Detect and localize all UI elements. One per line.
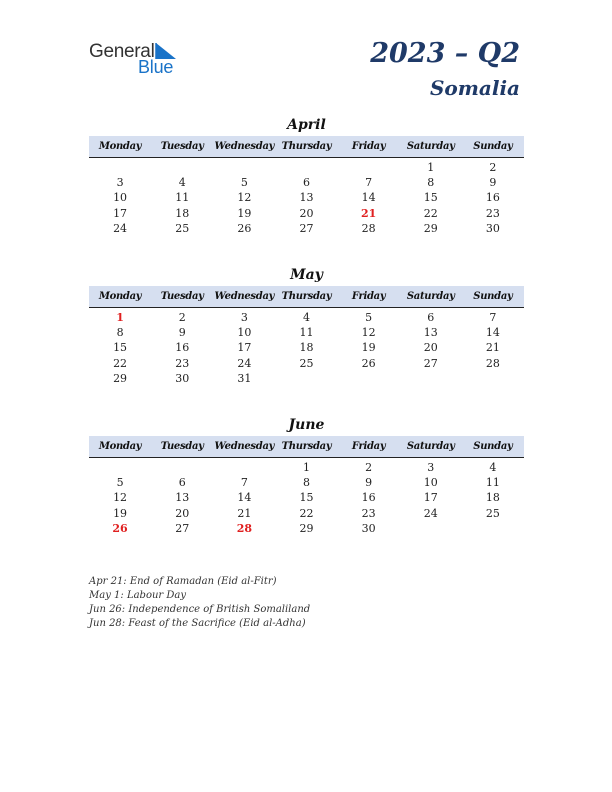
day-cell: 28 [361, 221, 376, 235]
week-row [89, 521, 524, 536]
day-cell: 17 [237, 341, 252, 355]
day-cell: 22 [113, 356, 128, 370]
day-cell: 18 [175, 206, 190, 220]
weekday-label: Friday [351, 441, 386, 452]
week-row [89, 371, 524, 386]
weekday-label: Wednesday [214, 441, 275, 452]
day-cell: 19 [113, 506, 128, 520]
day-cell: 29 [299, 521, 314, 535]
day-cell: 5 [240, 176, 248, 190]
day-cell: 11 [175, 191, 190, 205]
day-cell: 29 [113, 371, 128, 385]
month-name: June [288, 417, 325, 433]
week-row [89, 490, 524, 505]
day-cell: 30 [361, 521, 376, 535]
day-cell: 31 [237, 371, 252, 385]
holiday-day-cell: 21 [360, 206, 377, 220]
week-row [89, 506, 524, 521]
week-row [89, 175, 524, 190]
day-cell: 24 [237, 356, 252, 370]
day-cell: 10 [237, 326, 252, 340]
day-cell: 27 [423, 356, 438, 370]
day-cell: 23 [485, 206, 500, 220]
day-cell: 8 [302, 476, 310, 490]
day-cell: 24 [423, 506, 438, 520]
day-cell: 7 [240, 476, 248, 490]
day-cell: 15 [113, 341, 128, 355]
holiday-note: Apr 21: End of Ramadan (Eid al-Fitr) [89, 576, 277, 587]
day-cell: 20 [423, 341, 438, 355]
day-cell: 6 [302, 176, 310, 190]
day-cell: 2 [365, 461, 373, 475]
day-cell: 14 [361, 191, 376, 205]
week-row [89, 310, 524, 325]
logo-general-text: General [89, 41, 155, 62]
day-cell: 20 [175, 506, 190, 520]
day-cell: 26 [361, 356, 376, 370]
week-row [89, 475, 524, 490]
day-cell: 13 [423, 326, 438, 340]
day-cell: 10 [423, 476, 438, 490]
day-cell: 18 [299, 341, 314, 355]
weekday-label: Friday [351, 141, 386, 152]
day-cell: 1 [427, 161, 435, 175]
day-cell: 3 [240, 311, 248, 325]
day-cell: 9 [489, 176, 497, 190]
day-cell: 29 [423, 221, 438, 235]
day-cell: 12 [361, 326, 376, 340]
day-cell: 13 [175, 491, 190, 505]
day-cell: 16 [361, 491, 376, 505]
calendar-grid [89, 158, 524, 236]
week-row [89, 160, 524, 175]
day-cell: 10 [113, 191, 128, 205]
day-cell: 1 [302, 461, 310, 475]
day-cell: 25 [175, 221, 190, 235]
day-cell: 13 [299, 191, 314, 205]
month-name: April [287, 117, 326, 133]
day-cell: 22 [423, 206, 438, 220]
month-may [89, 266, 524, 386]
day-cell: 12 [113, 491, 128, 505]
day-cell: 20 [299, 206, 314, 220]
weekday-label: Saturday [406, 441, 455, 452]
day-cell: 7 [489, 311, 497, 325]
day-cell: 15 [423, 191, 438, 205]
day-cell: 5 [365, 311, 373, 325]
weekday-label: Wednesday [214, 291, 275, 302]
weekday-label: Sunday [473, 291, 513, 302]
holiday-note: Jun 26: Independence of British Somaliland [89, 604, 311, 615]
weekday-header [89, 436, 524, 458]
holiday-day-cell: 28 [236, 521, 252, 535]
weekday-label: Monday [98, 441, 142, 452]
day-cell: 21 [237, 506, 252, 520]
day-cell: 17 [423, 491, 438, 505]
day-cell: 15 [299, 491, 314, 505]
weekday-header [89, 286, 524, 308]
day-cell: 25 [485, 506, 500, 520]
day-cell: 5 [116, 476, 124, 490]
day-cell: 4 [302, 311, 310, 325]
weekday-label: Saturday [406, 291, 455, 302]
day-cell: 27 [299, 221, 314, 235]
day-cell: 25 [299, 356, 314, 370]
day-cell: 24 [113, 221, 128, 235]
page-title: 2023 – Q2 [370, 38, 520, 69]
logo [89, 40, 199, 80]
day-cell: 30 [175, 371, 190, 385]
day-cell: 11 [485, 476, 500, 490]
month-april [89, 116, 524, 236]
day-cell: 6 [427, 311, 435, 325]
day-cell: 7 [365, 176, 373, 190]
day-cell: 8 [116, 326, 124, 340]
week-row [89, 190, 524, 205]
weekday-label: Wednesday [214, 141, 275, 152]
day-cell: 2 [489, 161, 497, 175]
weekday-header [89, 136, 524, 158]
weekday-label: Monday [98, 141, 142, 152]
day-cell: 11 [299, 326, 314, 340]
weekday-label: Thursday [281, 291, 332, 302]
weekday-label: Monday [98, 291, 142, 302]
day-cell: 30 [485, 221, 500, 235]
month-june [89, 416, 524, 536]
holiday-day-cell: 26 [112, 521, 128, 535]
day-cell: 19 [237, 206, 252, 220]
week-row [89, 206, 524, 221]
holiday-day-cell: 1 [116, 311, 124, 325]
day-cell: 14 [485, 326, 500, 340]
weekday-label: Sunday [473, 441, 513, 452]
day-cell: 26 [237, 221, 252, 235]
day-cell: 28 [485, 356, 500, 370]
calendar-grid [89, 308, 524, 386]
holiday-note: May 1: Labour Day [89, 590, 186, 601]
week-row [89, 356, 524, 371]
day-cell: 14 [237, 491, 252, 505]
week-row [89, 340, 524, 355]
day-cell: 3 [427, 461, 435, 475]
weekday-label: Saturday [406, 141, 455, 152]
day-cell: 16 [485, 191, 500, 205]
weekday-label: Tuesday [160, 291, 204, 302]
day-cell: 2 [178, 311, 186, 325]
country-name: Somalia [429, 76, 520, 100]
weekday-label: Friday [351, 291, 386, 302]
day-cell: 4 [489, 461, 497, 475]
logo-blue-text: Blue [138, 57, 174, 77]
day-cell: 27 [175, 521, 190, 535]
day-cell: 4 [178, 176, 186, 190]
month-name: May [290, 267, 323, 283]
holiday-notes [89, 575, 310, 631]
day-cell: 9 [365, 476, 373, 490]
day-cell: 17 [113, 206, 128, 220]
weekday-label: Tuesday [160, 141, 204, 152]
weekday-label: Tuesday [160, 441, 204, 452]
day-cell: 21 [485, 341, 500, 355]
day-cell: 23 [175, 356, 190, 370]
holiday-note: Jun 28: Feast of the Sacrifice (Eid al-Adha) [89, 618, 306, 629]
day-cell: 16 [175, 341, 190, 355]
weekday-label: Sunday [473, 141, 513, 152]
day-cell: 3 [116, 176, 124, 190]
week-row [89, 221, 524, 236]
day-cell: 6 [178, 476, 186, 490]
day-cell: 19 [361, 341, 376, 355]
day-cell: 8 [427, 176, 435, 190]
day-cell: 23 [361, 506, 376, 520]
day-cell: 18 [485, 491, 500, 505]
week-row [89, 325, 524, 340]
calendar-grid [89, 458, 524, 536]
weekday-label: Thursday [281, 441, 332, 452]
day-cell: 9 [178, 326, 186, 340]
day-cell: 22 [299, 506, 314, 520]
day-cell: 12 [237, 191, 252, 205]
weekday-label: Thursday [281, 141, 332, 152]
week-row [89, 460, 524, 475]
